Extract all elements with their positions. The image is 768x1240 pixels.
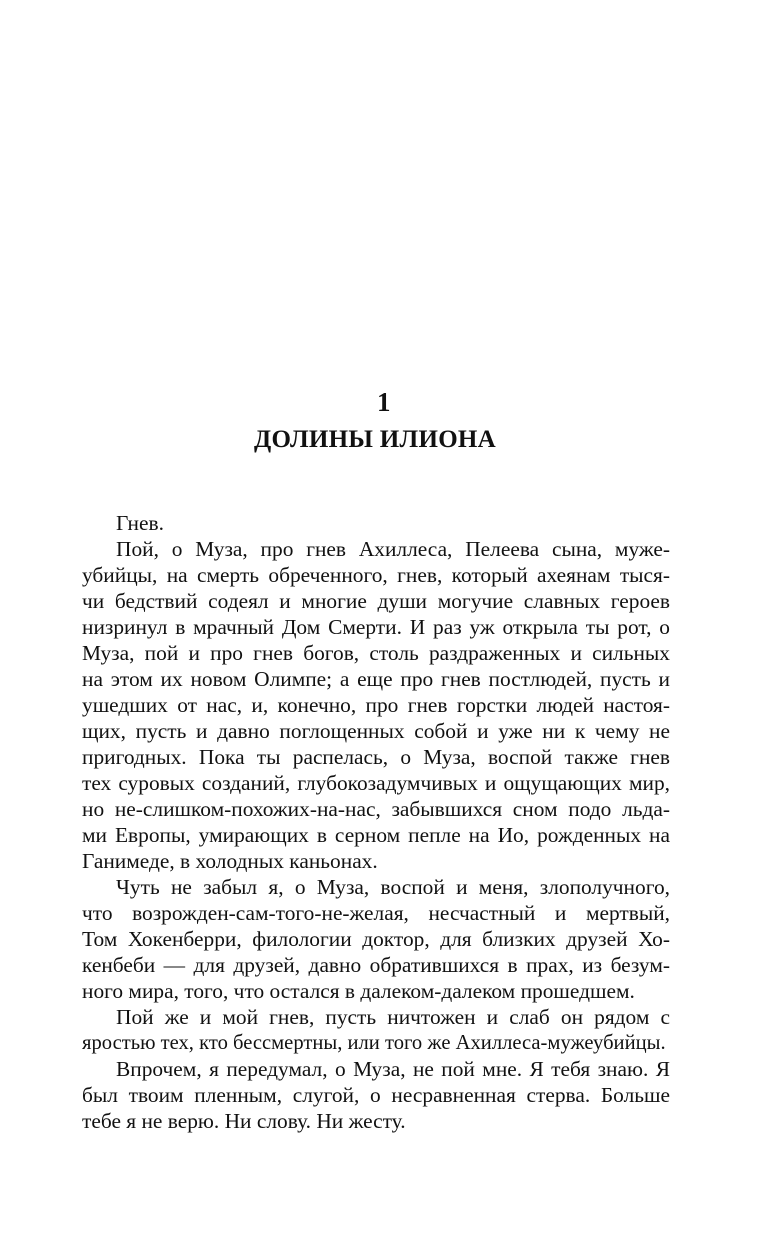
text-line: чи бедствий содеял и многие души могучие славных героев [82,589,670,613]
text-line: что возрожден-сам-того-не-желая, несчастный и мертвый, [82,901,670,925]
text-line: Чуть не забыл я, о Муза, воспой и меня, злополучного, [116,875,670,899]
text-line: Впрочем, я передумал, о Муза, не пой мне. Я тебя знаю. Я [116,1057,670,1081]
text-line: был твоим пленным, слугой, о несравненная стерва. Больше [82,1083,670,1107]
chapter-number: 1 [377,387,391,417]
text-line: Пой, о Муза, про гнев Ахиллеса, Пелеева сына, муже- [116,537,670,561]
text-line: но не-слишком-похожих-на-нас, забывшихся сном подо льда- [82,797,670,821]
text-line: Пой же и мой гнев, пусть ничтожен и слаб он рядом с [116,1005,670,1029]
text-line: Гнев. [116,511,164,535]
text-line: ушедших от нас, и, конечно, про гнев горстки людей настоя- [82,693,670,717]
text-line: пригодных. Пока ты распелась, о Муза, воспой также гнев [82,745,670,769]
chapter-title: ДОЛИНЫ ИЛИОНА [253,426,497,453]
text-line: тебе я не верю. Ни слову. Ни жесту. [82,1109,406,1133]
text-line: яростью тех, кто бессмертны, или того же Ахиллеса-мужеубийцы. [82,1032,666,1054]
text-line: Том Хокенберри, филологии доктор, для близких друзей Хо- [82,927,670,951]
text-line: Ганимеде, в холодных каньонах. [82,849,378,873]
text-line: щих, пусть и давно поглощенных собой и уже ни к чему не [82,719,670,743]
text-line: ного мира, того, что остался в далеком-далеком прошедшем. [82,979,635,1003]
chapter-body-text [82,510,670,1134]
text-line: ми Европы, умирающих в серном пепле на Ио, рожденных на [82,823,670,847]
text-line: низринул в мрачный Дом Смерти. И раз уж открыла ты рот, о [82,615,670,639]
text-line: на этом их новом Олимпе; а еще про гнев постлюдей, пусть и [82,667,670,691]
text-line: кенбеби — для друзей, давно обратившихся в прах, из безум- [82,953,670,977]
text-line: тех суровых созданий, глубокозадумчивых и ощущающих мир, [82,771,670,795]
text-line: убийцы, на смерть обреченного, гнев, который ахеянам тыся- [82,563,670,587]
text-line: Муза, пой и про гнев богов, столь раздраженных и сильных [82,641,670,665]
